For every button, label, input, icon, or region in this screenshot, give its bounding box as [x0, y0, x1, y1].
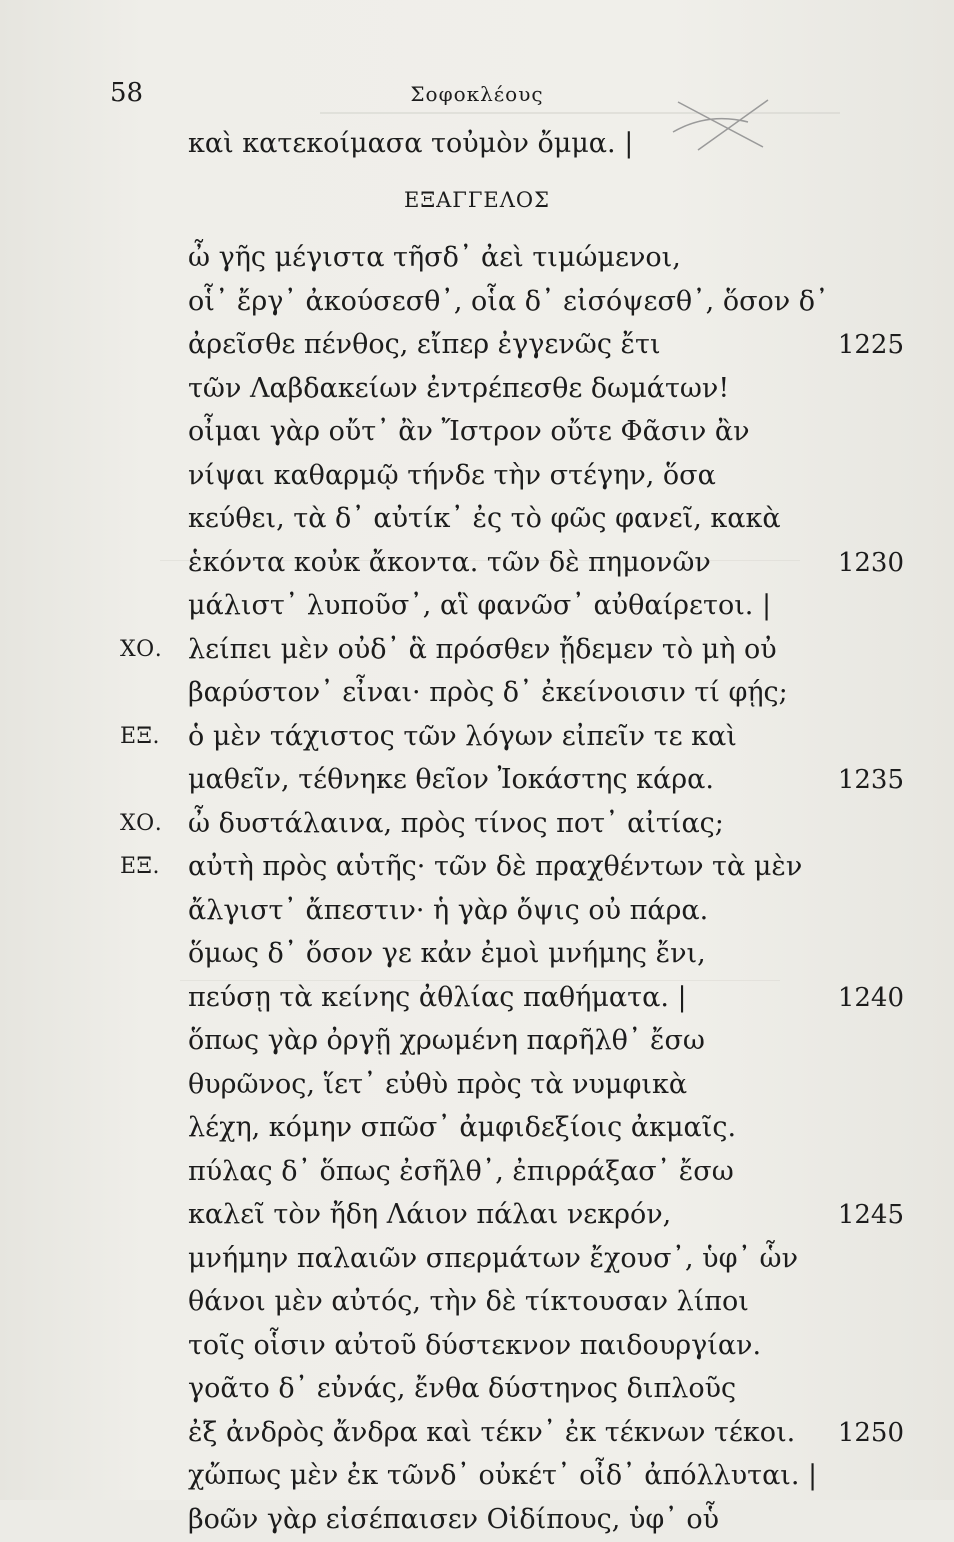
verse-text: οἶμαι γὰρ οὔτ᾽ ἂν Ἴστρον οὔτε Φᾶσιν ἂν	[188, 416, 750, 447]
line-number: 1235	[837, 765, 904, 795]
verse-line	[0, 758, 954, 802]
verse-line	[0, 323, 954, 367]
verse-line	[0, 1063, 954, 1107]
verse-line	[0, 1454, 954, 1498]
speaker-label: ΧΟ.	[120, 810, 163, 836]
verse-text: χὤπως μὲν ἐκ τῶνδ᾽ οὐκέτ᾽ οἶδ᾽ ἀπόλλυται. |	[188, 1460, 818, 1491]
verse-line	[0, 845, 954, 889]
verse-line	[0, 1019, 954, 1063]
verse-text: λέχη, κόμην σπῶσ᾽ ἀμφιδεξίοις ἀκμαῖς.	[188, 1112, 737, 1143]
verse-line	[0, 628, 954, 672]
line-number: 1245	[837, 1200, 904, 1230]
verse-text: ἄλγιστ᾽ ἄπεστιν· ἡ γὰρ ὄψις οὐ πάρα.	[188, 894, 709, 926]
verse-text: ὦ δυστάλαινα, πρὸς τίνος ποτ᾽ αἰτίας;	[188, 807, 724, 839]
verse-text: ἐξ ἀνδρὸς ἄνδρα καὶ τέκν᾽ ἐκ τέκνων τέκοι.	[188, 1416, 796, 1448]
verse-text: πεύσῃ τὰ κείνης ἀθλίας παθήματα. |	[188, 981, 687, 1013]
verse-text: μνήμην παλαιῶν σπερμάτων ἔχουσ᾽, ὑφ᾽ ὧν	[188, 1242, 798, 1274]
verse-text: ὅπως γὰρ ὀργῇ χρωμένη παρῆλθ᾽ ἔσω	[188, 1025, 705, 1056]
running-title: Σοφοκλέους	[410, 82, 544, 106]
verse-text: πύλας δ᾽ ὅπως ἐσῆλθ᾽, ἐπιρράξασ᾽ ἔσω	[188, 1155, 734, 1187]
verse-line	[0, 410, 954, 454]
verse-line	[0, 236, 954, 280]
verse-line	[0, 889, 954, 933]
verse-line	[0, 497, 954, 541]
line-number: 1250	[837, 1417, 904, 1448]
verse-text: καλεῖ τὸν ἤδη Λάιον πάλαι νεκρόν,	[188, 1199, 672, 1230]
verse-text: ὁ μὲν τάχιστος τῶν λόγων εἰπεῖν τε καὶ	[188, 720, 737, 752]
verse-text: τῶν Λαβδακείων ἐντρέπεσθε δωμάτων!	[188, 372, 730, 404]
verse-text: νίψαι καθαρμῷ τήνδε τὴν στέγην, ὅσα	[188, 459, 716, 491]
line-number: 1225	[837, 330, 904, 360]
verse-text: βοῶν γὰρ εἰσέπαισεν Οἰδίπους, ὑφ᾽ οὗ	[188, 1503, 720, 1535]
verse-line	[0, 1411, 954, 1455]
verse-line	[0, 802, 954, 846]
verse-line	[0, 122, 954, 166]
verse-text: ὦ γῆς μέγιστα τῆσδ᾽ ἀεὶ τιμώμενοι,	[188, 242, 681, 273]
line-number: 1230	[837, 547, 904, 578]
verse-text: θυρῶνος, ἵετ᾽ εὐθὺ πρὸς τὰ νυμφικὰ	[188, 1068, 688, 1100]
verse-text: γοᾶτο δ᾽ εὐνάς, ἔνθα δύστηνος διπλοῦς	[188, 1373, 737, 1404]
verse-line	[0, 932, 954, 976]
verse-line	[0, 715, 954, 759]
verse-line	[0, 367, 954, 411]
verse-line	[0, 1280, 954, 1324]
verse-line	[0, 584, 954, 628]
verse-line	[0, 280, 954, 324]
verse-line	[0, 454, 954, 498]
verse-line	[0, 1324, 954, 1368]
verse-text: λείπει μὲν οὐδ᾽ ἃ πρόσθεν ᾔδεμεν τὸ μὴ οὐ	[188, 633, 777, 665]
verse-line	[0, 1193, 954, 1237]
verse-text: κεύθει, τὰ δ᾽ αὐτίκ᾽ ἐς τὸ φῶς φανεῖ, κακὰ	[188, 503, 781, 534]
speaker-label: ΕΞ.	[120, 854, 161, 879]
verse-line	[0, 1106, 954, 1150]
verse-line	[0, 976, 954, 1020]
verse-line	[0, 1237, 954, 1281]
verse-text: οἷ᾽ ἔργ᾽ ἀκούσεσθ᾽, οἷα δ᾽ εἰσόψεσθ᾽, ὅσον δ᾽	[188, 285, 829, 317]
verse-line	[0, 671, 954, 715]
page-number: 58	[110, 78, 144, 108]
verse-text: θάνοι μὲν αὐτός, τὴν δὲ τίκτουσαν λίποι	[188, 1286, 749, 1317]
verse-text: τοῖς οἷσιν αὐτοῦ δύστεκνον παιδουργίαν.	[188, 1329, 762, 1361]
verse-text: βαρύστον᾽ εἶναι· πρὸς δ᾽ ἐκείνοισιν τί φῄς;	[188, 677, 788, 708]
speaker-label: ΕΞ.	[120, 723, 161, 749]
verse-text: μάλιστ᾽ λυποῦσ᾽, αἳ φανῶσ᾽ αὐθαίρετοι. |	[188, 590, 772, 621]
verse-line	[0, 1150, 954, 1194]
verse-text: μαθεῖν, τέθνηκε θεῖον Ἰοκάστης κάρα.	[188, 764, 714, 795]
verse-text: αὐτὴ πρὸς αὑτῆς· τῶν δὲ πραχθέντων τὰ μὲν	[188, 851, 803, 882]
line-number: 1240	[837, 982, 904, 1013]
verse-line	[0, 1367, 954, 1411]
verse-line	[0, 1498, 954, 1542]
speaker-label: ΧΟ.	[120, 636, 163, 662]
verse-line	[0, 541, 954, 585]
verse-text: ἑκόντα κοὐκ ἄκοντα. τῶν δὲ πημονῶν	[188, 546, 711, 578]
speaker-heading: ΕΞΑΓΓΕΛΟΣ	[404, 188, 550, 212]
verse-text: καὶ κατεκοίμασα τοὐμὸν ὄμμα. |	[188, 128, 634, 159]
verse-text: ὅμως δ᾽ ὅσον γε κἀν ἐμοὶ μνήμης ἔνι,	[188, 938, 706, 969]
verse-text: ἀρεῖσθε πένθος, εἴπερ ἐγγενῶς ἔτι	[188, 329, 661, 360]
page-header	[0, 78, 954, 110]
